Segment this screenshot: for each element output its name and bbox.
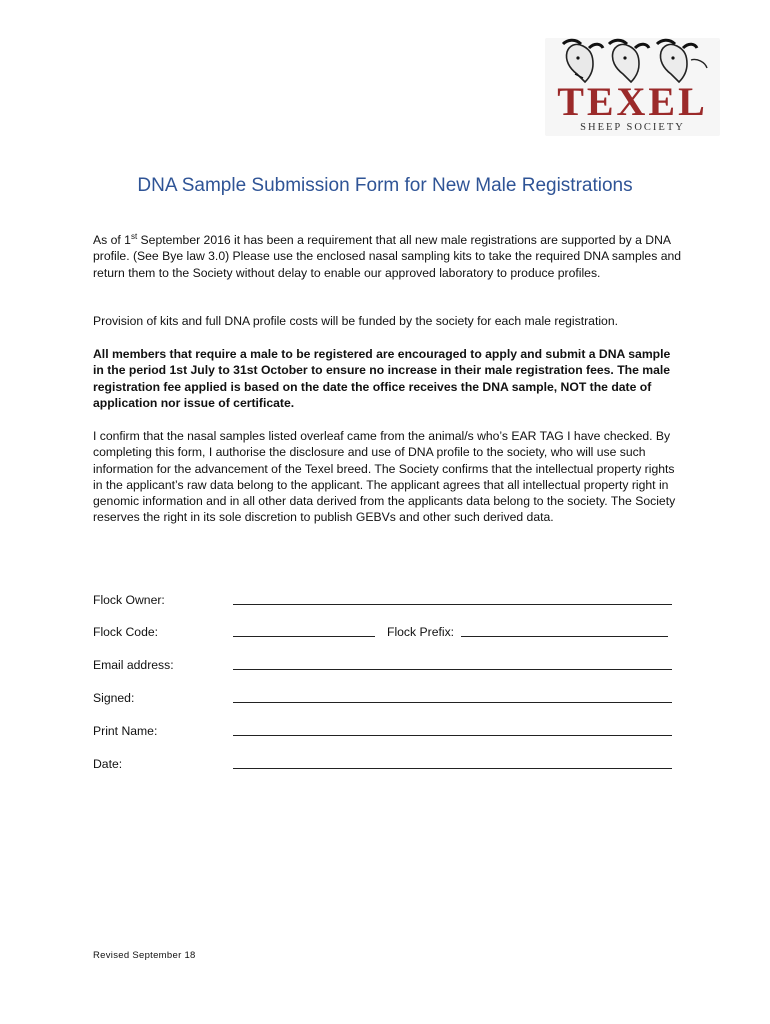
intro-text-rest: September 2016 it has been a requirement that all new male registrations are supported by a DNA profile. (See Bye law 3.0) Please use the enclosed nasal sampling kits to take the required DNA samples and return them to the Society without delay to enable our approved laboratory to produce profiles. [93, 233, 682, 280]
texel-logo [545, 38, 720, 136]
flock-owner-label: Flock Owner: [93, 593, 165, 607]
flock-prefix-label: Flock Prefix: [387, 625, 455, 639]
intro-paragraph [93, 232, 683, 281]
logo-tagline: SHEEP SOCIETY [580, 122, 685, 133]
provision-paragraph: Provision of kits and full DNA profile costs will be funded by the society for each male registration. [93, 314, 618, 328]
flock-code-label: Flock Code: [93, 625, 159, 639]
confirmation-paragraph: I confirm that the nasal samples listed overleaf came from the animal/s who’s EAR TAG I have checked. By completing this form, I authorise the disclosure and use of DNA profile to the society, who will use such information for the advancement of the Texel breed. The Society confirms that the intellectual property rights in the applicant’s raw data belong to the applicant. The applicant agrees that all intellectual property right in genomic information and in all other data derived from the applicants data belong to the society. The Society reserves the right in its sole discretion to publish GEBVs and other such derived data. [93, 429, 676, 525]
flock-code-row [93, 623, 683, 641]
flock-owner-field[interactable] [233, 604, 672, 605]
print-name-label: Print Name: [93, 724, 158, 738]
print-name-field[interactable] [233, 735, 672, 736]
email-row [93, 656, 683, 674]
revision-footer: Revised September 18 [93, 950, 196, 961]
print-name-row [93, 722, 683, 740]
flock-code-field[interactable] [233, 636, 375, 637]
signed-row [93, 689, 683, 707]
logo-wordmark: TEXEL [557, 79, 708, 124]
date-label: Date: [93, 757, 123, 771]
email-label: Email address: [93, 658, 174, 672]
page-title: DNA Sample Submission Form for New Male Registrations [137, 175, 633, 196]
signature-field[interactable] [233, 702, 672, 703]
email-field[interactable] [233, 669, 672, 670]
date-row [93, 755, 683, 773]
date-field[interactable] [233, 768, 672, 769]
fee-notice-paragraph: All members that require a male to be registered are encouraged to apply and submit a DNA sample in the period 1st July to 31st October to ensure no increase in their male registration fees. The male registration fee applied is based on the date the office receives the DNA sample, NOT the date of application nor issue of certificate. [93, 347, 671, 410]
flock-owner-row [93, 591, 683, 609]
flock-prefix-field[interactable] [461, 636, 668, 637]
intro-superscript: st [130, 231, 138, 241]
intro-text-start: As of 1 [93, 233, 131, 247]
signed-label: Signed: [93, 691, 135, 705]
